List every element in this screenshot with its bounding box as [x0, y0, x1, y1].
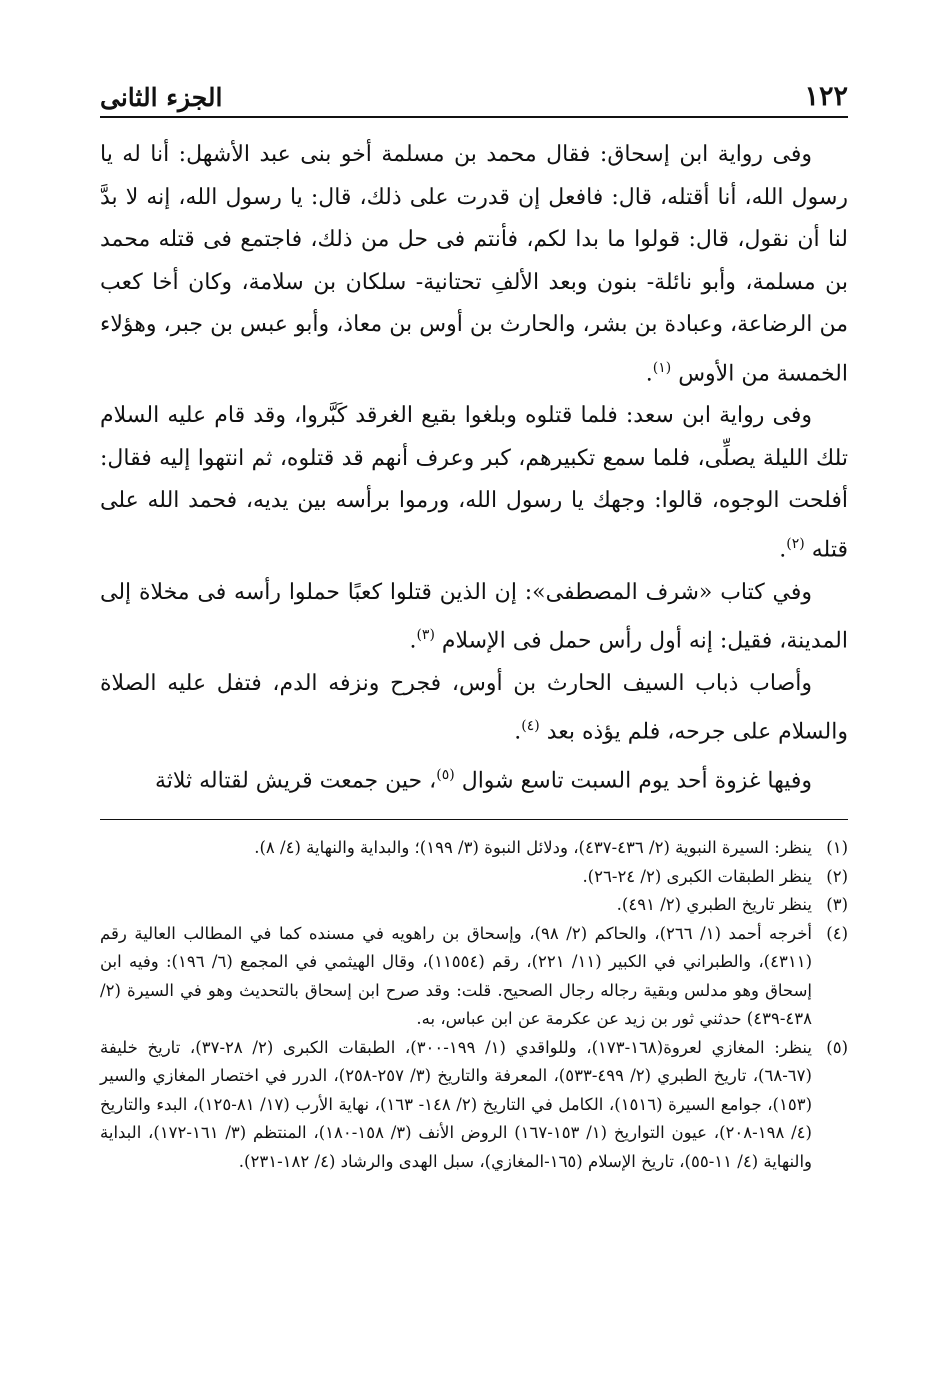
footnote-text: ينظر: السيرة النبوية (٢/ ٤٣٦-٤٣٧)، ودلائل النبوة (٣/ ١٩٩)؛ والبداية والنهاية (٤/ ٨). — [254, 838, 812, 858]
footnote-separator — [100, 819, 848, 820]
paragraph: وفي كتاب «شرف المصطفى»: إن الذين قتلوا كعبًا حملوا رأسه فى مخلاة إلى المدينة، فقيل: إنه أول رأس حمل فى الإسلام $^{(٣)}$. — [100, 579, 848, 654]
book-page — [100, 60, 848, 1176]
footnote — [100, 1034, 848, 1177]
footnote — [100, 863, 848, 892]
footnote-number: (١) — [826, 838, 848, 858]
main-text — [100, 134, 848, 803]
header-rule — [100, 116, 848, 118]
paragraph: وأصاب ذباب السيف الحارث بن أوس، فجرح ونزفه الدم، فتفل عليه الصلاة والسلام على جرحه، فلم يؤذه بعد $^{(٤)}$. — [100, 670, 848, 745]
footnotes — [100, 834, 848, 1176]
footnote-ref[interactable]: (١) — [652, 359, 672, 376]
footnote — [100, 834, 848, 863]
footnote-ref[interactable]: (٥) — [436, 767, 455, 784]
paragraph: وفى رواية ابن إسحاق: فقال محمد بن مسلمة أخو بنى عبد الأشهل: أنا له يا رسول الله، أنا أقتله، قال: فافعل إن قدرت على ذلك، قال: يا رسول الله، إنه لا بدَّ لنا أن نقول، قال: قولوا ما بدا لكم، فأنتم فى حل من ذلك، فاجتمع فى قتله محمد بن مسلمة، وأبو نائلة- بنون وبعد الألفِ تحتانية- سلكان بن سلامة، وكان أخا كعب من الرضاعة، وعبادة بن بشر، والحارث بن أوس بن معاذ، وأبو عبس بن جبر، وهؤلاء الخمسة من الأوس $^{(١)}$. — [100, 142, 848, 386]
footnote — [100, 920, 848, 1034]
footnote-text: ينظر الطبقات الكبرى (٢/ ٢٤-٢٦). — [582, 866, 812, 886]
footnote-number: (٥) — [826, 1037, 848, 1057]
page-number: ١٢٢ — [804, 81, 848, 112]
footnote-number: (٢) — [826, 866, 848, 886]
footnote-ref[interactable]: (٢) — [786, 535, 805, 552]
page-header — [100, 60, 848, 112]
footnote-text: ينظر: المغازي لعروة(١٦٨-١٧٣)، وللواقدي (١/ ١٩٩-٣٠٠)، الطبقات الكبرى (٢/ ٢٨-٣٧)، تاريخ خليفة (٦٧-٦٨)، تاريخ الطبري (٢/ ٤٩٩-٥٣٣)، المعرفة والتاريخ (٣/ ٢٥٧-٢٥٨)، الدرر في اختصار المغازي والسير (١٥٣)، جوامع السيرة (١٥١٦)، الكامل في التاريخ (٢/ ١٤٨- ١٦٣)، نهاية الأرب (١٧/ ٨١-١٢٥)، البدء والتاريخ (٤/ ١٩٨-٢٠٨)، عيون التواريخ (١/ ١٥٣-١٦٧) الروض الأنف (٣/ ١٥٨-١٨٠)، المنتظم (٣/ ١٦١-١٧٢)، البداية والنهاية (٤/ ١١-٥٥)، تاريخ الإسلام (١٦٥-المغازي)، سبل الهدى والرشاد (٤/ ١٨٢-٢٣١). — [100, 1037, 813, 1171]
footnote-number: (٤) — [826, 923, 848, 943]
paragraph: وفيها غزوة أحد يوم السبت تاسع شوال $^{(٥)}$، حين جمعت قريش لقتاله ثلاثة — [154, 767, 812, 794]
running-title: الجزء الثانى — [100, 83, 223, 112]
footnote-ref[interactable]: (٤) — [521, 718, 540, 735]
footnote — [100, 891, 848, 920]
footnote-number: (٣) — [826, 895, 848, 915]
paragraph: وفى رواية ابن سعد: فلما قتلوه وبلغوا بقيع الغرقد كَبَّروا، وقد قام عليه السلام تلك الليلة يصلِّى، فلما سمع تكبيرهم، كبر وعرف أنهم قد قتلوه، ثم انتهوا إليه فقال: أفلحت الوجوه، قالوا: وجهك يا رسول الله، ورموا برأسه بين يديه، فحمد الله على قتله $^{(٢)}$. — [100, 403, 848, 563]
footnote-text: أخرجه أحمد (١/ ٢٦٦)، والحاكم (٢/ ٩٨)، وإسحاق بن راهويه في مسنده كما في المطالب العالية رقم (٤٣١١)، والطبراني في الكبير (١١/ ٢٢١)، رقم (١١٥٥٤)، وقال الهيثمي في المجمع (٦/ ١٩٦): وفيه ابن إسحاق وهو مدلس وبقية رجاله رجال الصحيح. قلت: وقد صرح ابن إسحاق بالتحديث وهو في السيرة (٢/ ٤٣٨-٤٣٩) حدثني ثور بن زيد عن عكرمة عن ابن عباس، به. — [100, 923, 813, 1029]
footnote-text: ينظر تاريخ الطبري (٢/ ٤٩١). — [616, 895, 812, 915]
footnote-ref[interactable]: (٣) — [416, 627, 435, 644]
